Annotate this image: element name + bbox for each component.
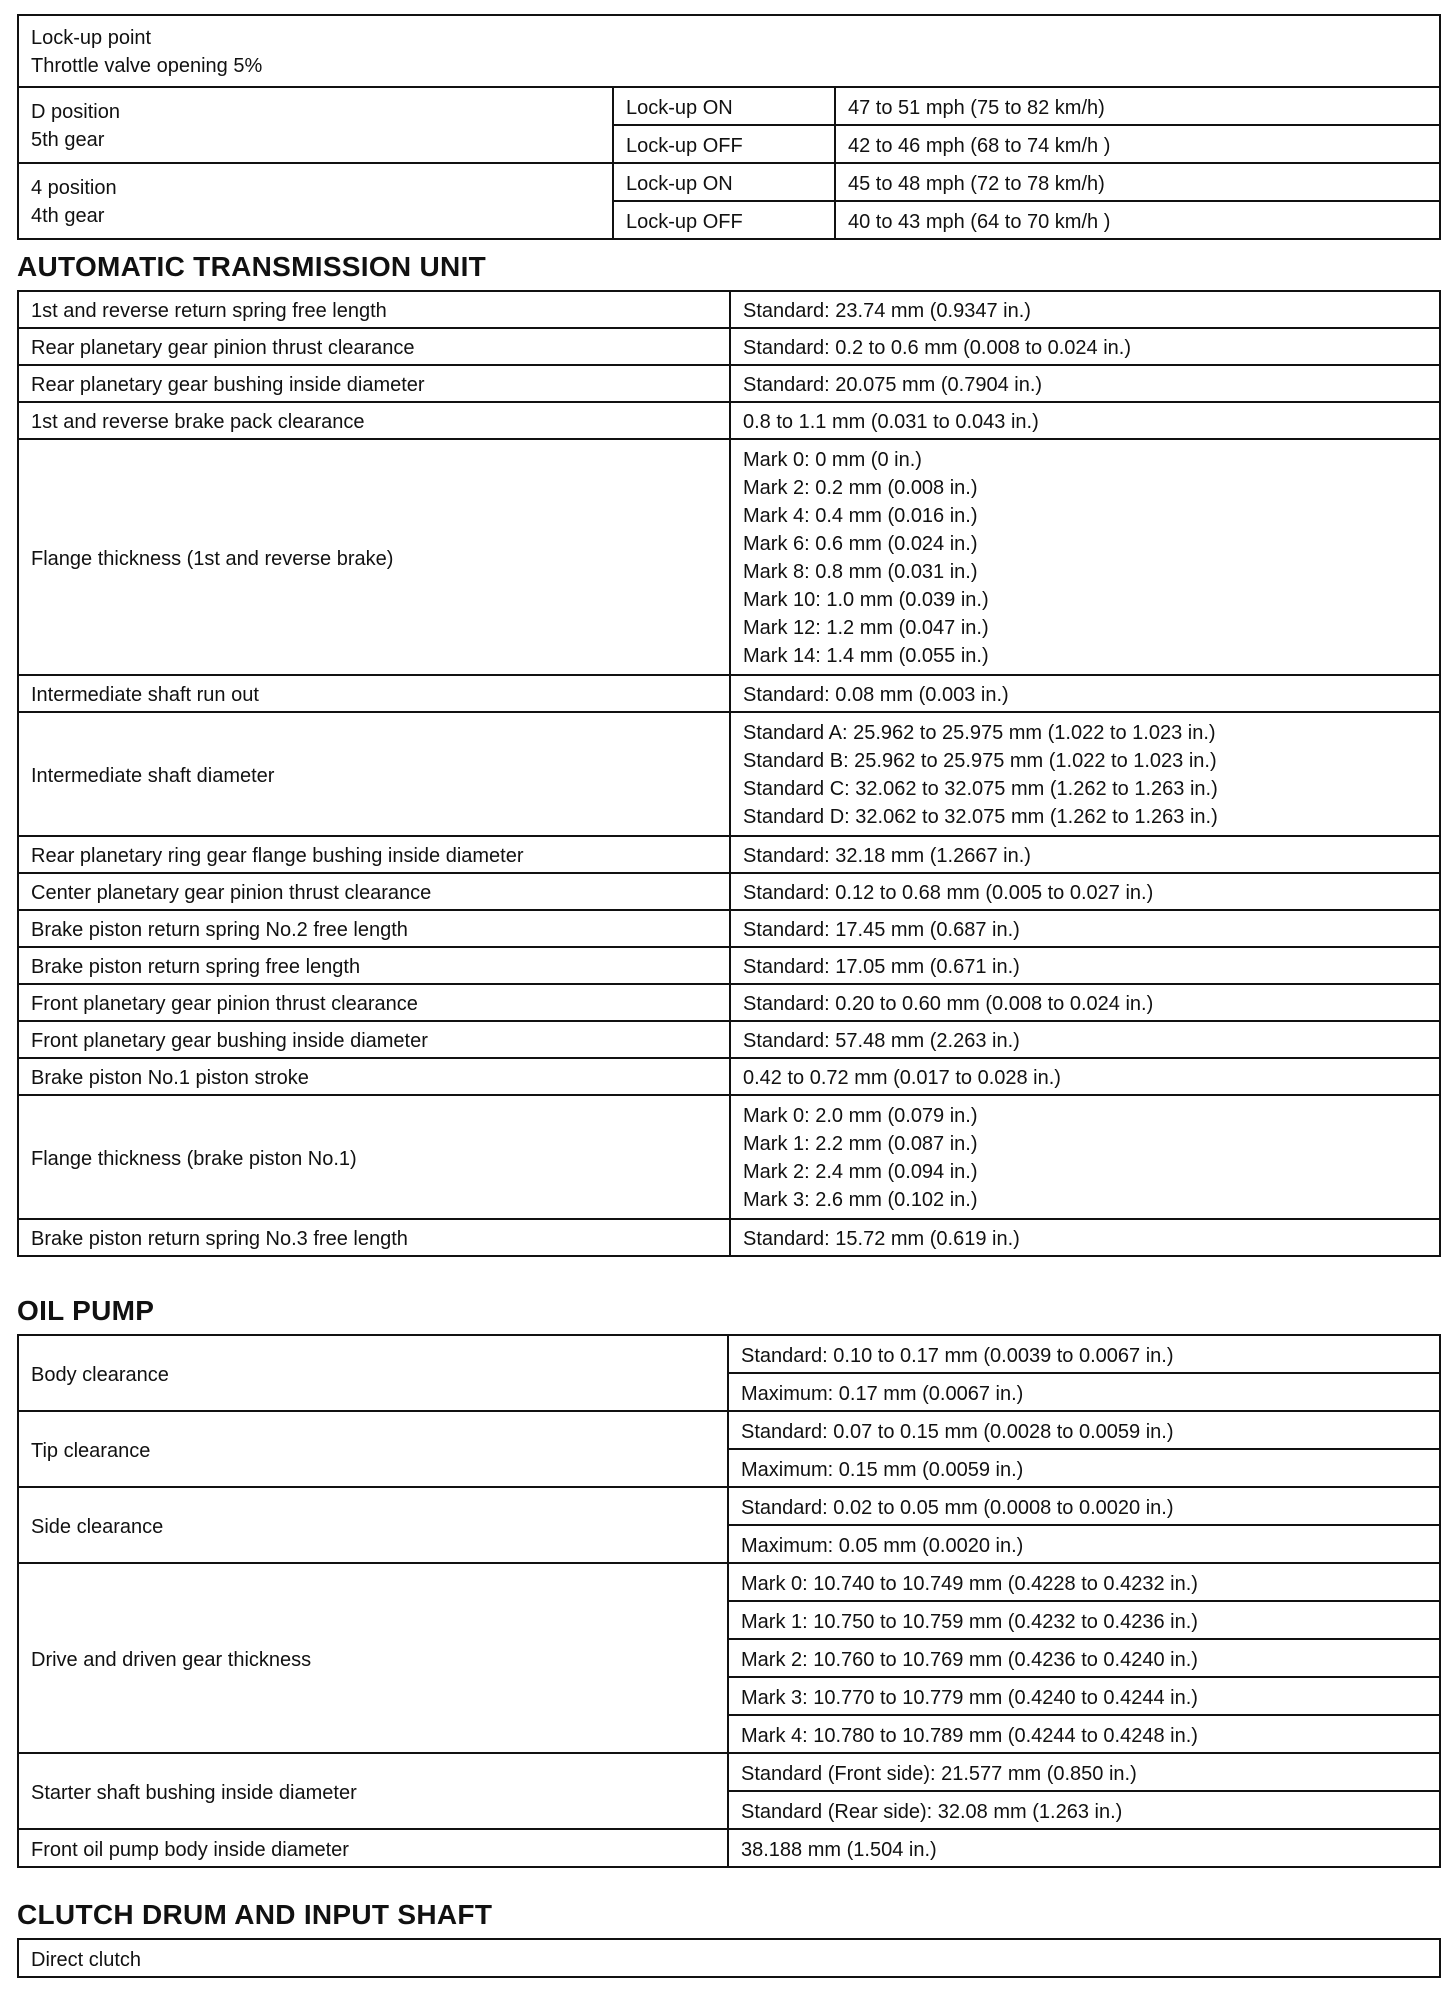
table-row [18, 910, 1440, 947]
spec-item: Brake piston No.1 piston stroke [18, 1058, 730, 1095]
table-row [18, 1939, 1440, 1977]
lockup-header: Lock-up point Throttle valve opening 5% [18, 15, 1440, 87]
oil-pump-table [17, 1334, 1441, 1868]
spec-value: Standard: 0.12 to 0.68 mm (0.005 to 0.027 in.) [730, 873, 1440, 910]
spec-value: Mark 3: 10.770 to 10.779 mm (0.4240 to 0.4244 in.) [728, 1677, 1440, 1715]
table-row [18, 873, 1440, 910]
spec-item: 1st and reverse brake pack clearance [18, 402, 730, 439]
table-row [18, 328, 1440, 365]
spec-item: Front planetary gear pinion thrust clearance [18, 984, 730, 1021]
spec-item: Brake piston return spring No.2 free length [18, 910, 730, 947]
table-row [18, 947, 1440, 984]
table-row [18, 712, 1440, 836]
table-row [18, 1829, 1440, 1867]
atu-table [17, 290, 1441, 1257]
spec-item: Brake piston return spring No.3 free length [18, 1219, 730, 1256]
lockup-speed: 40 to 43 mph (64 to 70 km/h ) [835, 201, 1440, 239]
table-row [18, 984, 1440, 1021]
table-row [18, 87, 1440, 125]
spec-value: Mark 0: 2.0 mm (0.079 in.) Mark 1: 2.2 mm (0.087 in.) Mark 2: 2.4 mm (0.094 in.) Mark 3: 2.6 mm (0.102 in.) [730, 1095, 1440, 1219]
spec-value: Standard: 23.74 mm (0.9347 in.) [730, 291, 1440, 328]
spec-value: Mark 4: 10.780 to 10.789 mm (0.4244 to 0.4248 in.) [728, 1715, 1440, 1753]
lockup-speed: 45 to 48 mph (72 to 78 km/h) [835, 163, 1440, 201]
spec-value: Standard: 17.45 mm (0.687 in.) [730, 910, 1440, 947]
spec-item: Brake piston return spring free length [18, 947, 730, 984]
spec-item: Rear planetary gear bushing inside diameter [18, 365, 730, 402]
spec-item: Center planetary gear pinion thrust clearance [18, 873, 730, 910]
section-heading-oil-pump: OIL PUMP [17, 1295, 155, 1326]
spec-value: Standard: 0.10 to 0.17 mm (0.0039 to 0.0067 in.) [728, 1335, 1440, 1373]
lockup-state: Lock-up ON [613, 87, 835, 125]
table-row [18, 675, 1440, 712]
section-heading-clutch: CLUTCH DRUM AND INPUT SHAFT [17, 1899, 493, 1930]
table-row [18, 836, 1440, 873]
spec-value: Standard: 32.18 mm (1.2667 in.) [730, 836, 1440, 873]
lockup-table [17, 14, 1441, 240]
spec-value: Standard: 57.48 mm (2.263 in.) [730, 1021, 1440, 1058]
table-row [18, 1095, 1440, 1219]
table-row [18, 291, 1440, 328]
spec-item: Flange thickness (1st and reverse brake) [18, 439, 730, 675]
clutch-table [17, 1938, 1441, 1978]
spec-item: Intermediate shaft run out [18, 675, 730, 712]
lockup-speed: 42 to 46 mph (68 to 74 km/h ) [835, 125, 1440, 163]
spec-item: Tip clearance [18, 1411, 728, 1487]
table-row [18, 1058, 1440, 1095]
lockup-state: Lock-up ON [613, 163, 835, 201]
spec-value: Standard: 0.2 to 0.6 mm (0.008 to 0.024 in.) [730, 328, 1440, 365]
spec-item: Starter shaft bushing inside diameter [18, 1753, 728, 1829]
spec-value: Maximum: 0.05 mm (0.0020 in.) [728, 1525, 1440, 1563]
position-cell: D position 5th gear [18, 87, 613, 163]
spec-value: Mark 0: 0 mm (0 in.) Mark 2: 0.2 mm (0.008 in.) Mark 4: 0.4 mm (0.016 in.) Mark 6: 0.6 mm (0.024 in.) Mark 8: 0.8 mm (0.031 in.) Mark 10: 1.0 mm (0.039 in.) Mark 12: 1.2 mm (0.047 in.) Mark 14: 1.4 mm (0.055 in.) [730, 439, 1440, 675]
spec-item: Front oil pump body inside diameter [18, 1829, 728, 1867]
spec-item: Direct clutch [18, 1939, 1440, 1977]
spec-value: Standard: 0.07 to 0.15 mm (0.0028 to 0.0059 in.) [728, 1411, 1440, 1449]
lockup-speed: 47 to 51 mph (75 to 82 km/h) [835, 87, 1440, 125]
section-heading-atu: AUTOMATIC TRANSMISSION UNIT [17, 251, 487, 282]
table-row [18, 1563, 1440, 1601]
spec-value: 0.42 to 0.72 mm (0.017 to 0.028 in.) [730, 1058, 1440, 1095]
spec-value: Standard: 0.08 mm (0.003 in.) [730, 675, 1440, 712]
table-row [18, 1219, 1440, 1256]
spec-item: Side clearance [18, 1487, 728, 1563]
table-row [18, 1335, 1440, 1373]
position-cell: 4 position 4th gear [18, 163, 613, 239]
table-row [18, 15, 1440, 87]
spec-value: Mark 1: 10.750 to 10.759 mm (0.4232 to 0.4236 in.) [728, 1601, 1440, 1639]
spec-value: Standard (Front side): 21.577 mm (0.850 in.) [728, 1753, 1440, 1791]
table-row [18, 1487, 1440, 1525]
table-row [18, 1411, 1440, 1449]
lockup-state: Lock-up OFF [613, 201, 835, 239]
spec-value: Standard: 17.05 mm (0.671 in.) [730, 947, 1440, 984]
spec-value: Standard: 20.075 mm (0.7904 in.) [730, 365, 1440, 402]
spec-value: Maximum: 0.17 mm (0.0067 in.) [728, 1373, 1440, 1411]
spec-item: Rear planetary ring gear flange bushing inside diameter [18, 836, 730, 873]
spec-value: Maximum: 0.15 mm (0.0059 in.) [728, 1449, 1440, 1487]
spec-value: 0.8 to 1.1 mm (0.031 to 0.043 in.) [730, 402, 1440, 439]
spec-item: Body clearance [18, 1335, 728, 1411]
table-row [18, 1021, 1440, 1058]
table-row [18, 365, 1440, 402]
spec-value: 38.188 mm (1.504 in.) [728, 1829, 1440, 1867]
table-row [18, 439, 1440, 675]
spec-value: Mark 2: 10.760 to 10.769 mm (0.4236 to 0.4240 in.) [728, 1639, 1440, 1677]
spec-value: Mark 0: 10.740 to 10.749 mm (0.4228 to 0.4232 in.) [728, 1563, 1440, 1601]
spec-value: Standard: 0.20 to 0.60 mm (0.008 to 0.024 in.) [730, 984, 1440, 1021]
spec-item: 1st and reverse return spring free length [18, 291, 730, 328]
spec-value: Standard (Rear side): 32.08 mm (1.263 in.) [728, 1791, 1440, 1829]
spec-value: Standard: 0.02 to 0.05 mm (0.0008 to 0.0020 in.) [728, 1487, 1440, 1525]
table-row [18, 1753, 1440, 1791]
table-row [18, 163, 1440, 201]
spec-value: Standard: 15.72 mm (0.619 in.) [730, 1219, 1440, 1256]
spec-item: Rear planetary gear pinion thrust clearance [18, 328, 730, 365]
spec-item: Drive and driven gear thickness [18, 1563, 728, 1753]
table-row [18, 402, 1440, 439]
spec-item: Flange thickness (brake piston No.1) [18, 1095, 730, 1219]
lockup-state: Lock-up OFF [613, 125, 835, 163]
spec-item: Intermediate shaft diameter [18, 712, 730, 836]
spec-value: Standard A: 25.962 to 25.975 mm (1.022 to 1.023 in.) Standard B: 25.962 to 25.975 mm (1.022 to 1.023 in.) Standard C: 32.062 to 32.075 mm (1.262 to 1.263 in.) Standard D: 32.062 to 32.075 mm (1.262 to 1.263 in.) [730, 712, 1440, 836]
spec-item: Front planetary gear bushing inside diameter [18, 1021, 730, 1058]
